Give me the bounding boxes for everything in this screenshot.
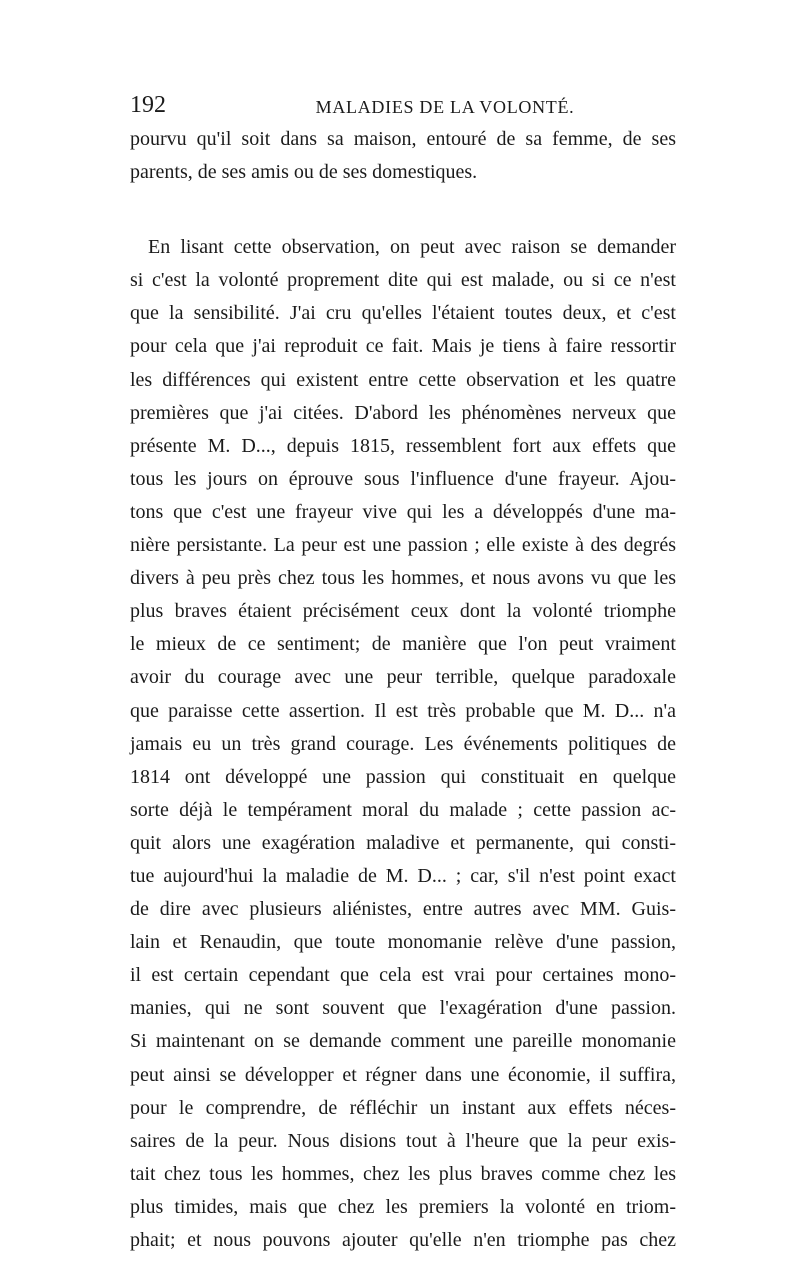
text-line: que paraisse cette assertion. Il est très probable que M. D... n'a <box>130 699 676 722</box>
text-line: il est certain cependant que cela est vrai pour certaines mono- <box>130 964 676 987</box>
text-line: présente M. D..., depuis 1815, ressemblent fort aux effets que <box>130 434 676 457</box>
text-line: manies, qui ne sont souvent que l'exagération d'une passion. <box>130 997 676 1020</box>
text-line: pour cela que j'ai reproduit ce fait. Mais je tiens à faire ressortir <box>130 335 676 358</box>
text-line: les différences qui existent entre cette observation et les quatre <box>130 368 676 391</box>
paragraph-1 <box>130 123 676 189</box>
text-line: Si maintenant on se demande comment une pareille monomanie <box>130 1030 676 1053</box>
text-line: parents, de ses amis ou de ses domestiques. <box>130 161 478 184</box>
text-line: tons que c'est une frayeur vive qui les a développés d'une ma- <box>130 500 676 523</box>
running-title: MALADIES DE LA VOLONTÉ. <box>315 97 575 117</box>
text-line: lain et Renaudin, que toute monomanie relève d'une passion, <box>130 931 676 954</box>
text-line: phait; et nous pouvons ajouter qu'elle n'en triomphe pas chez <box>130 1229 676 1251</box>
page-header <box>130 92 676 120</box>
text-line: plus braves étaient précisément ceux dont la volonté triomphe <box>130 600 676 623</box>
paragraph-2 <box>130 231 676 1257</box>
text-line: peut ainsi se développer et régner dans une économie, il suffira, <box>130 1063 676 1086</box>
text-line: tue aujourd'hui la maladie de M. D... ; car, s'il n'est point exact <box>130 864 676 887</box>
text-line: pourvu qu'il soit dans sa maison, entouré de sa femme, de ses <box>130 128 676 150</box>
text-line: 1814 ont développé une passion qui constituait en quelque <box>130 765 676 788</box>
text-line: divers à peu près chez tous les hommes, et nous avons vu que les <box>130 567 676 590</box>
text-line: le mieux de ce sentiment; de manière que l'on peut vraiment <box>130 633 676 656</box>
page-number: 192 <box>130 92 166 118</box>
text-line: de dire avec plusieurs aliénistes, entre autres avec MM. Guis- <box>130 898 676 921</box>
text-line: que la sensibilité. J'ai cru qu'elles l'étaient toutes deux, et c'est <box>130 302 676 325</box>
paragraph-gap <box>130 189 676 231</box>
text-line: si c'est la volonté proprement dite qui est malade, ou si ce n'est <box>130 269 676 292</box>
text-line: avoir du courage avec une peur terrible, quelque paradoxale <box>130 666 676 689</box>
text-line: sorte déjà le tempérament moral du malade ; cette passion ac- <box>130 798 676 821</box>
text-line: En lisant cette observation, on peut avec raison se demander <box>148 236 676 259</box>
text-line: tait chez tous les hommes, chez les plus braves comme chez les <box>130 1162 676 1185</box>
text-line: saires de la peur. Nous disions tout à l'heure que la peur exis- <box>130 1129 676 1152</box>
text-line: premières que j'ai citées. D'abord les phénomènes nerveux que <box>130 401 676 424</box>
text-line: tous les jours on éprouve sous l'influence d'une frayeur. Ajou- <box>130 467 676 490</box>
text-line: nière persistante. La peur est une passion ; elle existe à des degrés <box>130 534 676 557</box>
text-line: pour le comprendre, de réfléchir un instant aux effets néces- <box>130 1096 676 1119</box>
text-line: quit alors une exagération maladive et permanente, qui consti- <box>130 831 676 854</box>
text-line: jamais eu un très grand courage. Les événements politiques de <box>130 732 676 755</box>
text-line: plus timides, mais que chez les premiers la volonté en triom- <box>130 1195 676 1218</box>
body-text <box>130 123 676 1257</box>
